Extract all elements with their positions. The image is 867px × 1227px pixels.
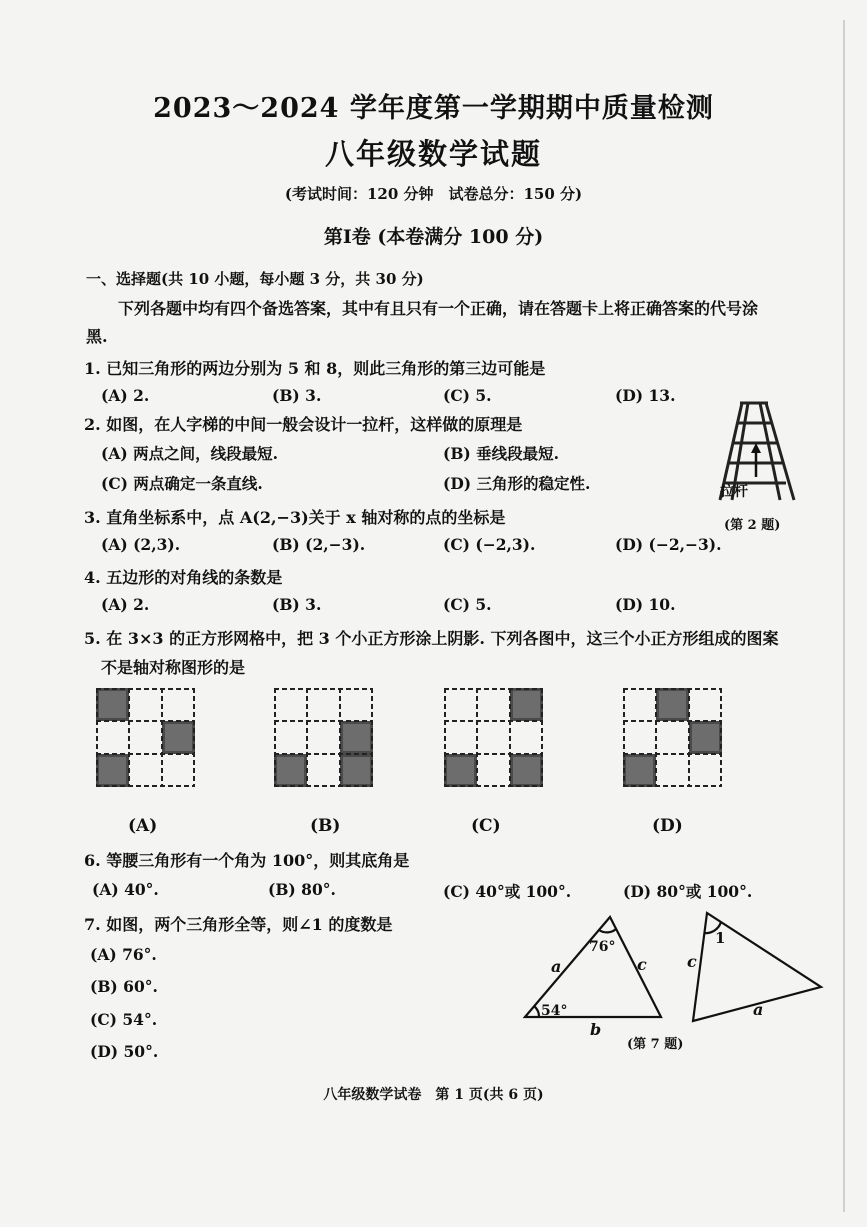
angle-1-label: 1: [715, 929, 726, 947]
angle-76-arc: [599, 929, 616, 932]
q2-option-d: (D) 三角形的稳定性.: [443, 474, 591, 493]
q4-stem: 4. 五边形的对角线的条数是: [84, 568, 283, 587]
q3-option-a: (A) (2,3).: [101, 535, 181, 554]
q6-option-a: (A) 40°.: [92, 880, 159, 899]
q2-option-c: (C) 两点确定一条直线.: [101, 474, 263, 493]
grid-lines: [623, 688, 722, 787]
q5-grid-d: [623, 688, 722, 787]
q2-stem: 2. 如图，在人字梯的中间一般会设计一拉杆，这样做的原理是: [84, 415, 523, 434]
q1-option-d: (D) 13.: [615, 386, 676, 405]
q5-option-a: (A): [128, 816, 158, 836]
side-a-right: a: [753, 1000, 764, 1019]
angle-76-label: 76°: [589, 939, 616, 955]
q3-option-d: (D) (−2,−3).: [615, 535, 722, 554]
volume-heading: 第Ⅰ卷 (本卷满分 100 分): [323, 226, 544, 248]
grid-lines: [444, 688, 543, 787]
q6-option-c: (C) 40°或 100°.: [443, 882, 572, 901]
grid-lines: [96, 688, 195, 787]
q3-option-c: (C) (−2,3).: [443, 535, 536, 554]
side-c-right: c: [687, 952, 697, 971]
q2-option-b: (B) 垂线段最短.: [443, 444, 560, 463]
angle-54-arc: [534, 1006, 539, 1017]
q4-option-c: (C) 5.: [443, 595, 492, 614]
section-heading: 一、选择题(共 10 小题，每小题 3 分，共 30 分): [86, 270, 424, 288]
q7-option-c: (C) 54°.: [90, 1010, 158, 1029]
q7-triangles-figure: [515, 905, 835, 1040]
side-b-left: b: [590, 1020, 602, 1039]
q4-option-a: (A) 2.: [101, 595, 150, 614]
page-footer: 八年级数学试卷 第 1 页(共 6 页): [323, 1087, 544, 1103]
q3-option-b: (B) (2,−3).: [272, 535, 366, 554]
grid-lines: [274, 688, 373, 787]
q4-option-b: (B) 3.: [272, 595, 322, 614]
q1-option-a: (A) 2.: [101, 386, 150, 405]
angle-54-label: 54°: [541, 1003, 568, 1019]
q5-grid-a: [96, 688, 195, 787]
q6-stem: 6. 等腰三角形有一个角为 100°，则其底角是: [84, 851, 410, 870]
q7-option-b: (B) 60°.: [90, 977, 158, 996]
q5-stem-line-2: 不是轴对称图形的是: [101, 658, 246, 677]
side-a-left: a: [551, 957, 562, 976]
q1-option-c: (C) 5.: [443, 386, 492, 405]
q5-grid-b: [274, 688, 373, 787]
side-c-left: c: [637, 955, 647, 974]
q1-option-b: (B) 3.: [272, 386, 322, 405]
q5-option-d: (D): [652, 816, 683, 836]
ladder-bar-label: 拉杆: [720, 484, 748, 500]
q7-figure-caption: (第 7 题): [627, 1037, 684, 1052]
q6-option-b: (B) 80°.: [268, 880, 336, 899]
instruction-line-2: 黑.: [86, 327, 108, 346]
q2-figure-caption: (第 2 题): [724, 518, 781, 533]
exam-title: 2023～2024 学年度第一学期期中质量检测: [153, 93, 714, 124]
exam-info: (考试时间：120 分钟 试卷总分：150 分): [284, 185, 583, 203]
q7-stem: 7. 如图，两个三角形全等，则∠1 的度数是: [84, 915, 393, 934]
q5-option-b: (B): [310, 816, 341, 836]
instruction-line-1: 下列各题中均有四个备选答案，其中有且只有一个正确，请在答题卡上将正确答案的代号涂: [118, 299, 759, 318]
q1-stem: 1. 已知三角形的两边分别为 5 和 8，则此三角形的第三边可能是: [84, 359, 546, 378]
q5-grid-c: [444, 688, 543, 787]
q7-option-a: (A) 76°.: [90, 945, 157, 964]
q6-option-d: (D) 80°或 100°.: [623, 882, 753, 901]
q5-stem-line-1: 5. 在 3×3 的正方形网格中，把 3 个小正方形涂上阴影. 下列各图中，这三个小正方形组成的图案: [84, 629, 779, 648]
exam-subtitle: 八年级数学试题: [324, 137, 542, 171]
q7-option-d: (D) 50°.: [90, 1042, 159, 1061]
q2-option-a: (A) 两点之间，线段最短.: [101, 444, 278, 463]
q4-option-d: (D) 10.: [615, 595, 676, 614]
q3-stem: 3. 直角坐标系中，点 A(2,−3)关于 x 轴对称的点的坐标是: [84, 508, 506, 527]
q5-option-c: (C): [471, 816, 501, 836]
